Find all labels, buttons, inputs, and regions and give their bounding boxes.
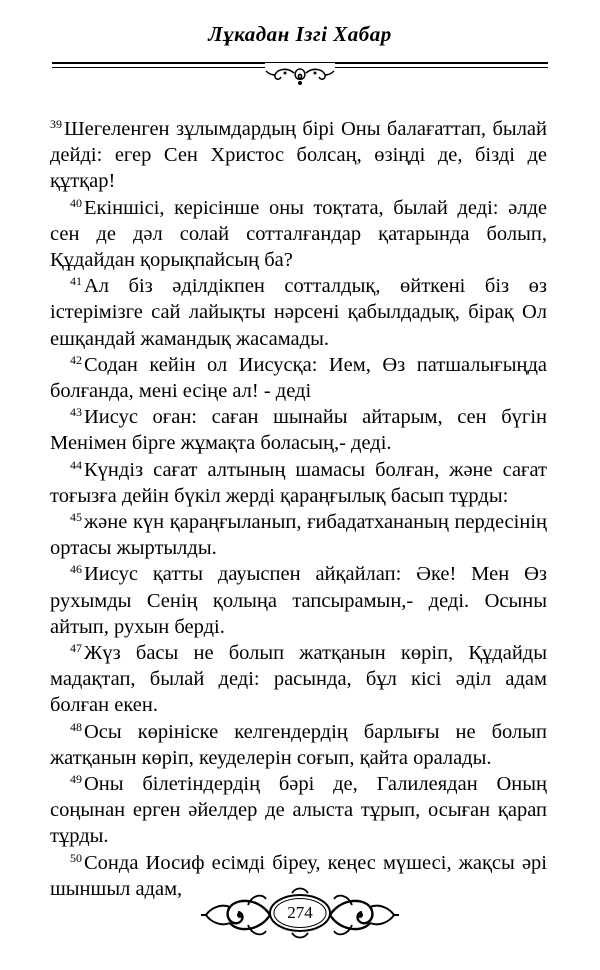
verse-text: Екіншісі, керісінше оны тоқтата, былай деді: әлде сен де дәл солай сотталғандар қатарында болып, Құдайдан қорықпайсың ба? (50, 196, 547, 272)
verse (50, 352, 547, 404)
verse-text: Сонда Иосиф есімді біреу, кеңес мүшесі, жақсы әрі шыншыл адам, (50, 851, 547, 900)
page-header-title: Лұкадан Ізгі Хабар (208, 22, 392, 46)
verse (50, 509, 547, 561)
verse-text: Ал біз әділдікпен сотталдық, өйткені біз өз істерімізге сай лайықты нәрсені қабылдадық, бірақ Ол ешқандай жамандық жасамады. (50, 275, 547, 350)
verse-number: 46 (70, 562, 82, 577)
verse (50, 719, 547, 771)
verse-number: 47 (70, 641, 82, 656)
verse (50, 116, 547, 195)
verse-number: 49 (70, 772, 82, 787)
verse-text: және күн қараңғыланып, ғибадатхананың пердесінің ортасы жыртылды. (50, 511, 547, 560)
verse-number: 39 (50, 117, 62, 131)
verse (50, 561, 547, 640)
verse-number: 45 (70, 510, 82, 525)
verse-number: 44 (70, 457, 82, 472)
verse-text: Шегеленген зұлымдардың бірі Оны балағаттап, былай дейді: егер Сен Христос болсаң, өзіңді де, бізді де құтқар! (50, 118, 547, 193)
verse (50, 640, 547, 719)
verse-text: Содан кейін ол Иисусқа: Ием, Өз патшалығыңда болғанда, мені есіңе ал! - деді (50, 353, 547, 403)
ornament-divider-icon (265, 63, 335, 87)
verse-text-block (50, 116, 547, 902)
verse (50, 273, 547, 352)
verse-text: Күндіз сағат алтының шамасы болған, және сағат тоғызға дейін бүкіл жерді қараңғылық басып тұрды: (50, 458, 547, 507)
verse-text: Осы көрініске келгендердің барлығы не болып жатқанын көріп, кеуделерін соғып, қайта оралады. (50, 720, 547, 769)
verse-number: 40 (70, 195, 82, 210)
verse-number: 50 (70, 850, 82, 865)
verse-number: 43 (70, 405, 82, 420)
verse-text: Оны білетіндердің бәрі де, Галилеядан Оның соңынан ерген әйелдер де алыста тұрып, осыған қарап тұрды. (50, 773, 547, 848)
page-number: 274 (287, 903, 313, 922)
verse (50, 195, 547, 274)
verse-text: Иисус оған: саған шынайы айтарым, сен бүгін Менімен бірге жұмақта боласың,- деді. (50, 406, 547, 455)
verse (50, 457, 547, 509)
verse-number: 48 (70, 719, 82, 734)
verse-number: 41 (70, 274, 82, 289)
verse-text: Жүз басы не болып жатқанын көріп, Құдайды мадақтап, былай деді: расында, бұл кісі әділ адам болған екен. (50, 642, 547, 717)
verse-number: 42 (70, 352, 82, 367)
verse (50, 404, 547, 456)
verse-text: Иисус қатты дауыспен айқайлап: Әке! Мен Өз рухымды Сенің қолыңа тапсырамын,- деді. Осыны айтып, рухын берді. (50, 563, 547, 638)
verse (50, 771, 547, 850)
